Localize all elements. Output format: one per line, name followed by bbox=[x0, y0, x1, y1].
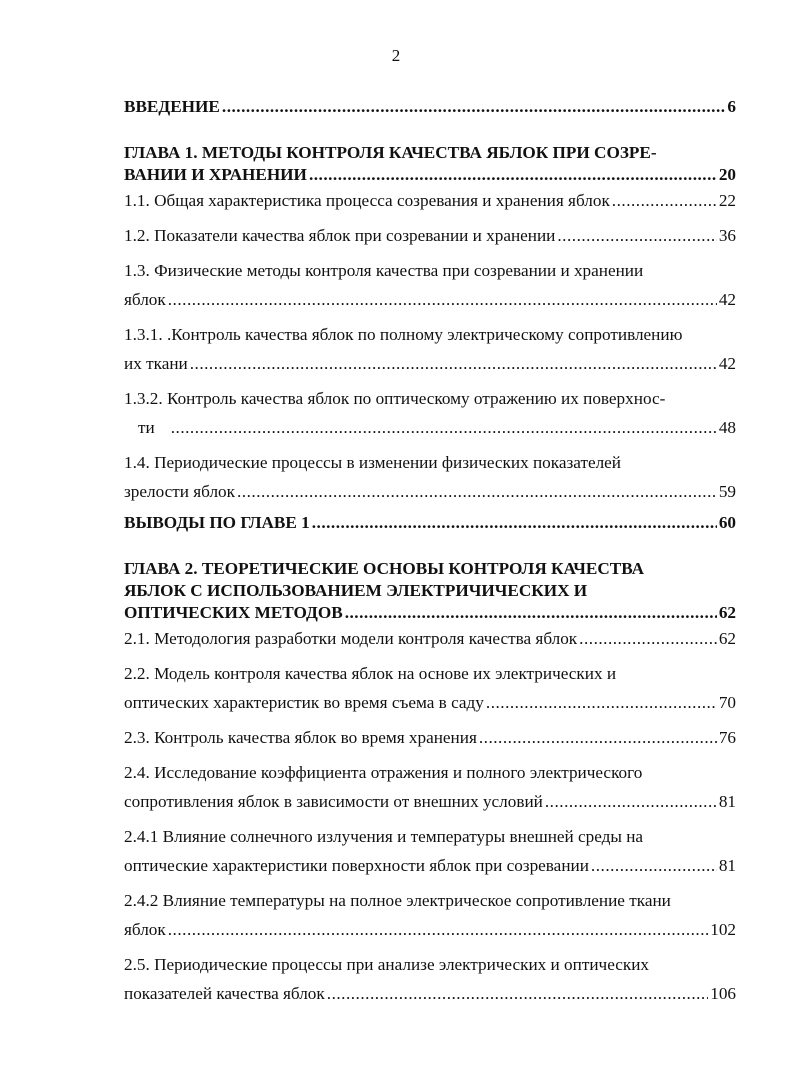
toc-entry-label: 2.4. Исследование коэффициента отражения и полного электрического bbox=[124, 763, 643, 782]
toc-entry-1-1[interactable] bbox=[124, 186, 736, 215]
toc-entry-page: 62 bbox=[718, 603, 736, 622]
dot-leader bbox=[579, 624, 717, 653]
toc-entry-page: 60 bbox=[718, 513, 736, 532]
toc-entry-label-cont: их ткани bbox=[124, 354, 188, 373]
toc-entry-page: 42 bbox=[718, 290, 736, 309]
toc-entry-label: 2.5. Периодические процессы при анализе электрических и оптических bbox=[124, 955, 650, 974]
dot-leader bbox=[237, 477, 717, 506]
dot-leader bbox=[612, 186, 717, 215]
toc-entry-page: 22 bbox=[718, 191, 736, 210]
toc-entry-page: 62 bbox=[718, 629, 736, 648]
toc-chapter-1[interactable] bbox=[124, 142, 736, 186]
toc-entry-2-4-2[interactable] bbox=[124, 886, 736, 944]
toc-entry-page: 36 bbox=[718, 226, 736, 245]
toc-entry-1-4[interactable] bbox=[124, 448, 736, 506]
toc-entry-page: 70 bbox=[718, 693, 736, 712]
toc-entry-label: 1.3.2. Контроль качества яблок по оптическому отражению их поверхнос- bbox=[124, 389, 666, 408]
toc-entry-page: 106 bbox=[710, 984, 736, 1003]
toc-entry-2-3[interactable] bbox=[124, 723, 736, 752]
toc-entry-label: 1.2. Показатели качества яблок при созревании и хранении bbox=[124, 226, 556, 245]
toc-entry-label: ВВЕДЕНИЕ bbox=[124, 97, 220, 116]
toc-entry-label: 1.3.1. .Контроль качества яблок по полному электрическому сопротивлению bbox=[124, 325, 683, 344]
dot-leader bbox=[171, 413, 717, 442]
toc-entry-1-3[interactable] bbox=[124, 256, 736, 314]
toc-entry-label: ВЫВОДЫ ПО ГЛАВЕ 1 bbox=[124, 513, 310, 532]
toc-entry-intro[interactable] bbox=[124, 96, 736, 118]
toc-entry-2-4[interactable] bbox=[124, 758, 736, 816]
toc-entry-page: 6 bbox=[727, 97, 736, 116]
toc-chapter-title-line: ГЛАВА 1. МЕТОДЫ КОНТРОЛЯ КАЧЕСТВА ЯБЛОК ПРИ СОЗРЕ- bbox=[124, 143, 657, 162]
toc-entry-label: 1.1. Общая характеристика процесса созревания и хранения яблок bbox=[124, 191, 610, 210]
dot-leader bbox=[557, 221, 716, 250]
toc-entry-1-3-2[interactable] bbox=[124, 384, 736, 442]
table-of-contents bbox=[124, 96, 736, 1008]
dot-leader bbox=[327, 979, 708, 1008]
dot-leader bbox=[222, 96, 726, 118]
toc-entry-2-1[interactable] bbox=[124, 624, 736, 653]
toc-entry-label-cont: оптические характеристики поверхности яблок при созревании bbox=[124, 856, 589, 875]
toc-entry-1-2[interactable] bbox=[124, 221, 736, 250]
toc-chapter-title-line: ЯБЛОК С ИСПОЛЬЗОВАНИЕМ ЭЛЕКТРИЧИЧЕСКИХ И bbox=[124, 581, 588, 600]
toc-entry-page: 59 bbox=[718, 482, 736, 501]
dot-leader bbox=[312, 512, 717, 534]
toc-entry-label-cont: яблок bbox=[124, 920, 166, 939]
dot-leader bbox=[486, 688, 717, 717]
toc-entry-page: 42 bbox=[718, 354, 736, 373]
dot-leader bbox=[190, 349, 717, 378]
toc-entry-label: 1.4. Периодические процессы в изменении физических показателей bbox=[124, 453, 621, 472]
toc-entry-page: 48 bbox=[718, 418, 736, 437]
dot-leader bbox=[168, 915, 708, 944]
toc-entry-label-cont: оптических характеристик во время съема в саду bbox=[124, 693, 484, 712]
toc-entry-1-3-1[interactable] bbox=[124, 320, 736, 378]
toc-entry-label: 2.1. Методология разработки модели контроля качества яблок bbox=[124, 629, 578, 648]
toc-entry-page: 20 bbox=[718, 165, 736, 184]
toc-chapter-2[interactable] bbox=[124, 558, 736, 624]
toc-entry-label-cont: яблок bbox=[124, 290, 166, 309]
dot-leader bbox=[479, 723, 717, 752]
toc-entry-page: 76 bbox=[718, 728, 736, 747]
toc-entry-label: 2.3. Контроль качества яблок во время хранения bbox=[124, 728, 477, 747]
dot-leader bbox=[168, 285, 717, 314]
toc-entry-page: 81 bbox=[718, 856, 736, 875]
toc-entry-2-2[interactable] bbox=[124, 659, 736, 717]
toc-entry-label: 2.2. Модель контроля качества яблок на основе их электрических и bbox=[124, 664, 617, 683]
toc-entry-page: 102 bbox=[710, 920, 736, 939]
toc-entry-label-cont: ти bbox=[138, 418, 155, 437]
toc-entry-label: 1.3. Физические методы контроля качества при созревании и хранении bbox=[124, 261, 644, 280]
dot-leader bbox=[309, 164, 717, 186]
toc-chapter-title-line: ОПТИЧЕСКИХ МЕТОДОВ bbox=[124, 603, 343, 622]
toc-entry-2-5[interactable] bbox=[124, 950, 736, 1008]
page-number: 2 bbox=[391, 46, 401, 65]
dot-leader bbox=[345, 602, 717, 624]
toc-chapter-title-line: ВАНИИ И ХРАНЕНИИ bbox=[124, 165, 307, 184]
dot-leader bbox=[545, 787, 717, 816]
toc-entry-conclusions-1[interactable] bbox=[124, 512, 736, 534]
toc-entry-label-cont: показателей качества яблок bbox=[124, 984, 325, 1003]
toc-entry-label-cont: зрелости яблок bbox=[124, 482, 235, 501]
toc-entry-label-cont: сопротивления яблок в зависимости от внешних условий bbox=[124, 792, 543, 811]
toc-entry-label: 2.4.2 Влияние температуры на полное электрическое сопротивление ткани bbox=[124, 891, 671, 910]
toc-chapter-title-line: ГЛАВА 2. ТЕОРЕТИЧЕСКИЕ ОСНОВЫ КОНТРОЛЯ КАЧЕСТВА bbox=[124, 559, 645, 578]
toc-entry-label: 2.4.1 Влияние солнечного излучения и температуры внешней среды на bbox=[124, 827, 644, 846]
toc-entry-2-4-1[interactable] bbox=[124, 822, 736, 880]
dot-leader bbox=[591, 851, 717, 880]
toc-entry-page: 81 bbox=[718, 792, 736, 811]
